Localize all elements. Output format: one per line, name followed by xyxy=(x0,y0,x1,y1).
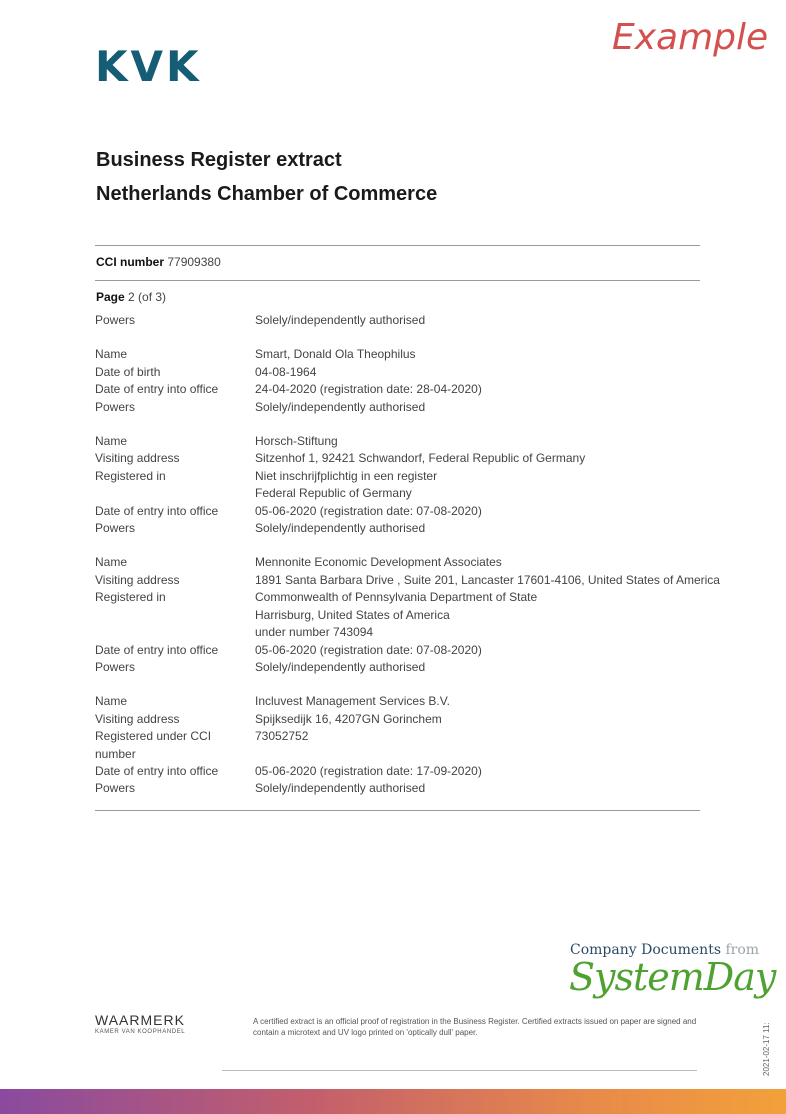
example-stamp: Example xyxy=(612,17,769,58)
document-subtitle: Netherlands Chamber of Commerce xyxy=(96,183,438,205)
page-indicator xyxy=(96,290,166,304)
row-label: Powers xyxy=(95,313,136,327)
entry-row xyxy=(95,503,705,520)
entry-row xyxy=(95,381,705,398)
row-value: Commonwealth of Pennsylvania Department of State xyxy=(255,590,538,605)
row-value: Solely/independently authorised xyxy=(255,781,426,796)
row-value: Smart, Donald Ola Theophilus xyxy=(255,347,416,362)
divider xyxy=(95,280,700,281)
row-label: Registered in xyxy=(95,590,166,605)
row-label: Powers xyxy=(95,781,136,796)
row-value: Harrisburg, United States of America xyxy=(255,607,450,622)
row-value: Spijksedijk 16, 4207GN Gorinchem xyxy=(255,711,442,726)
row-label: Date of entry into office xyxy=(95,503,219,518)
row-value: 05-06-2020 (registration date: 07-08-2020) xyxy=(255,642,482,657)
row-value: Mennonite Economic Development Associates xyxy=(255,555,502,570)
entry-row xyxy=(95,711,705,728)
row-value: Solely/independently authorised xyxy=(255,399,426,414)
row-value: Solely/independently authorised xyxy=(255,521,426,536)
row-label: Date of entry into office xyxy=(95,642,219,657)
row-label: Visiting address xyxy=(95,572,180,587)
row-label: Name xyxy=(95,434,128,449)
entry-row xyxy=(95,763,705,780)
entry-row xyxy=(95,780,705,797)
entry-block xyxy=(95,693,705,797)
row-value: Incluvest Management Services B.V. xyxy=(255,694,450,709)
entry-row xyxy=(95,554,705,571)
row-label: Date of entry into office xyxy=(95,763,219,778)
entry-block xyxy=(95,554,720,676)
entry-row xyxy=(95,607,705,624)
register-content xyxy=(95,312,720,798)
row-label: Date of entry into office xyxy=(95,382,219,397)
divider xyxy=(95,245,700,246)
document-title: Business Register extract xyxy=(96,149,342,171)
print-date: 2021-02-17 11: xyxy=(762,1022,771,1076)
entry-row xyxy=(95,433,705,450)
waarmerk-subtitle: KAMER VAN KOOPHANDEL xyxy=(95,1029,186,1035)
row-value: Solely/independently authorised xyxy=(255,659,426,674)
row-label: Name xyxy=(95,555,128,570)
entry-row xyxy=(95,589,705,606)
row-label: Name xyxy=(95,694,128,709)
row-label: Visiting address xyxy=(95,451,180,466)
entry-row xyxy=(95,693,705,710)
entry-row xyxy=(95,659,705,676)
row-value: under number 743094 xyxy=(255,625,374,640)
cci-label: CCI number xyxy=(96,255,165,269)
entry-row xyxy=(95,520,705,537)
row-label: Visiting address xyxy=(95,711,180,726)
entry-block xyxy=(95,433,705,537)
entry-row xyxy=(95,399,705,416)
row-value: 05-06-2020 (registration date: 07-08-2020) xyxy=(255,503,482,518)
row-label: Powers xyxy=(95,399,136,414)
row-label xyxy=(95,485,255,502)
row-label: Powers xyxy=(95,659,136,674)
row-label: Registered under CCI number xyxy=(95,729,212,761)
entry-row xyxy=(95,642,705,659)
entries-list xyxy=(95,346,720,797)
entry-block xyxy=(95,346,705,416)
cci-number xyxy=(96,255,221,269)
entry-row xyxy=(95,468,705,485)
entry-row xyxy=(95,485,705,502)
entry-row xyxy=(95,728,705,763)
row-value: 24-04-2020 (registration date: 28-04-2020) xyxy=(255,382,482,397)
row-value: Horsch-Stiftung xyxy=(255,434,338,449)
row-value: Solely/independently authorised xyxy=(255,313,426,327)
watermark-line: Company Documents xyxy=(570,942,721,958)
certification-note: A certified extract is an official proof of registration in the Business Register. Certified extracts issued on paper are signed and contain a microtext and UV logo printed on 'optically dull' paper. xyxy=(253,1017,697,1037)
row-value: 05-06-2020 (registration date: 17-09-2020) xyxy=(255,763,482,778)
entry-row xyxy=(95,364,705,381)
row-label: Registered in xyxy=(95,468,166,483)
row-label xyxy=(95,607,255,624)
color-band xyxy=(0,1089,786,1114)
entry-row xyxy=(95,346,705,363)
row-label xyxy=(95,624,255,641)
footer-rule xyxy=(222,1070,697,1071)
page-value: 2 (of 3) xyxy=(128,290,167,304)
kvk-logo: KVK xyxy=(95,42,202,91)
row-label: Powers xyxy=(95,521,136,536)
row-value: 1891 Santa Barbara Drive , Suite 201, Lancaster 17601-4106, United States of America xyxy=(255,572,720,587)
row-value: 73052752 xyxy=(255,729,309,744)
entry-row xyxy=(95,624,705,641)
entry-row xyxy=(95,312,705,329)
row-value: 04-08-1964 xyxy=(255,364,317,379)
row-label: Name xyxy=(95,347,128,362)
entry-row xyxy=(95,450,705,467)
watermark-from: from xyxy=(725,942,760,958)
divider xyxy=(95,810,700,811)
waarmerk-logo: WAARMERK xyxy=(95,1012,185,1028)
cci-value: 77909380 xyxy=(167,255,221,269)
systemday-logo: SystemDay xyxy=(569,955,776,999)
page-label: Page xyxy=(96,290,125,304)
entry-row xyxy=(95,572,720,589)
row-value: Sitzenhof 1, 92421 Schwandorf, Federal Republic of Germany xyxy=(255,451,586,466)
row-label: Date of birth xyxy=(95,364,161,379)
row-value: Niet inschrijfplichtig in een register xyxy=(255,468,438,483)
row-value: Federal Republic of Germany xyxy=(255,486,412,501)
